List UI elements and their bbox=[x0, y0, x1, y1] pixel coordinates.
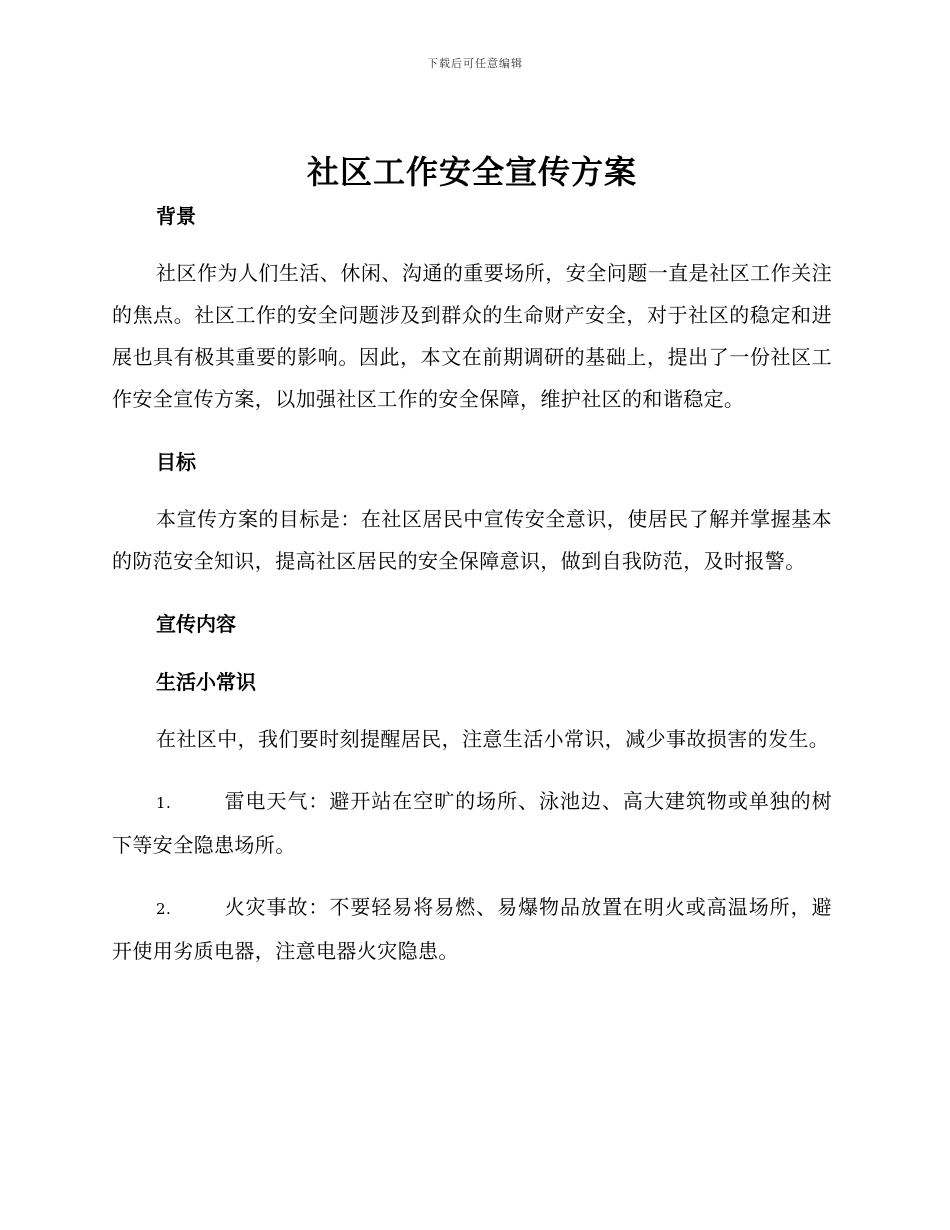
section-heading-tips: 生活小常识 bbox=[156, 670, 256, 694]
section-heading-content: 宣传内容 bbox=[156, 612, 236, 636]
document-title: 社区工作安全宣传方案 bbox=[306, 153, 637, 191]
section-heading-background: 背景 bbox=[156, 204, 196, 228]
paragraph-background: 社区作为人们生活、休闲、沟通的重要场所，安全问题一直是社区工作关注的焦点。社区工作的安全问题涉及到群众的生命财产安全，对于社区的稳定和进展也具有极其重要的影响。因此，本文在前期调研的基础上，提出了一份社区工作安全宣传方案，以加强社区工作的安全保障，维护社区的和谐稳定。 bbox=[112, 261, 832, 411]
paragraph-tips-intro: 在社区中，我们要时刻提醒居民，注意生活小常识，减少事故损害的发生。 bbox=[156, 727, 830, 751]
document-body bbox=[112, 150, 832, 972]
header-note: 下载后可任意编辑 bbox=[427, 57, 523, 70]
list-item bbox=[112, 886, 832, 972]
paragraph-goal: 本宣传方案的目标是：在社区居民中宣传安全意识，使居民了解并掌握基本的防范安全知识，提高社区居民的安全保障意识，做到自我防范，及时报警。 bbox=[112, 507, 832, 573]
list-item-text: 雷电天气：避开站在空旷的场所、泳池边、高大建筑物或单独的树下等安全隐患场所。 bbox=[112, 789, 832, 857]
list-item-number: 1. bbox=[156, 794, 172, 812]
list-item-text: 火灾事故：不要轻易将易燃、易爆物品放置在明火或高温场所，避开使用劣质电器，注意电器火灾隐患。 bbox=[112, 895, 832, 963]
list-item bbox=[112, 780, 832, 866]
section-heading-goal: 目标 bbox=[156, 450, 196, 474]
list-item-number: 2. bbox=[156, 900, 172, 918]
